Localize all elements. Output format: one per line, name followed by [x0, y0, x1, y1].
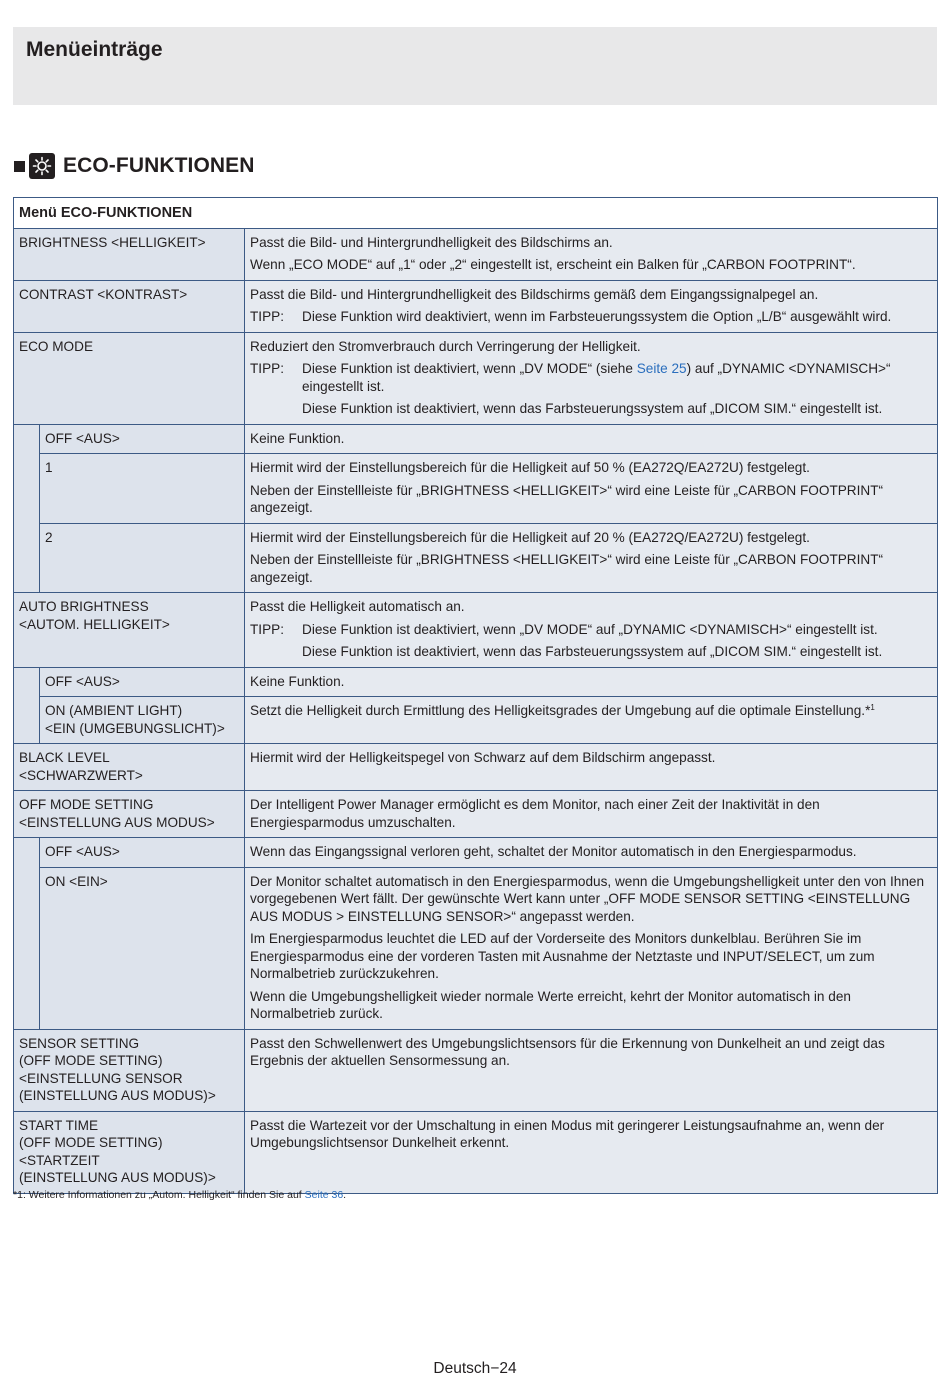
table-title: Menü ECO-FUNKTIONEN [14, 198, 938, 229]
footnote-text: : Weitere Informationen zu „Autom. Helligkeit“ finden Sie auf [22, 1189, 305, 1201]
desc-text: Passt die Bild- und Hintergrundhelligkeit des Bildschirms an. [250, 234, 613, 250]
table-header-row [14, 198, 938, 229]
table-row-auto-brightness-off [14, 667, 938, 697]
desc-text: Passt die Bild- und Hintergrundhelligkeit des Bildschirms gemäß dem Eingangssignalpegel an. [250, 286, 819, 302]
tip-text-part: Diese Funktion ist deaktiviert, wenn „DV MODE“ (siehe [302, 361, 637, 376]
desc-text: Hiermit wird der Einstellungsbereich für die Helligkeit auf 50 % (EA272Q/EA272U) festgelegt. [250, 460, 810, 475]
item-name-auto-off: OFF <AUS> [40, 667, 245, 697]
desc-text: Im Energiesparmodus leuchtet die LED auf der Vorderseite des Monitors dunkelblau. Berühren Sie im Energiesparmodus eine der vorderen Tasten mit Ausnahme der Netztaste und INPUT/SELECT, um zum Normalbetrieb zurückzukehren. [250, 931, 875, 981]
desc-text: Der Monitor schaltet automatisch in den Energiesparmodus, wenn die Umgebungshelligkeit unter den von Ihnen vorgegebenen Wert fällt. Der gewünschte Wert kann unter „OFF MODE SENSOR SETTING <EINSTELLUNG AUS MODUS > EINSTELLUNG SENSOR>“ angepasst werden. [250, 873, 925, 924]
tip-label: TIPP: [250, 309, 284, 324]
indent-spacer [14, 838, 40, 1030]
name-line: ON (AMBIENT LIGHT) [45, 703, 183, 718]
eco-menu-table [13, 197, 938, 1194]
desc-text: Wenn „ECO MODE“ auf „1“ oder „2“ eingestellt ist, erscheint ein Balken für „CARBON FOOTPRINT“. [250, 257, 856, 272]
item-desc-sensor-setting: Passt den Schwellenwert des Umgebungslichtsensors für die Erkennung von Dunkelheit an und zeigt das Ergebnis der aktuellen Sensormessung an. [245, 1029, 938, 1111]
page-link[interactable]: Seite 25 [636, 361, 687, 376]
tip-text: Diese Funktion ist deaktiviert, wenn „DV MODE“ auf „DYNAMIC <DYNAMISCH>“ eingestellt ist. [302, 621, 878, 637]
item-name-contrast: CONTRAST <KONTRAST> [14, 280, 245, 332]
desc-text: Hiermit wird der Einstellungsbereich für die Helligkeit auf 20 % (EA272Q/EA272U) festgelegt. [250, 529, 810, 545]
table-row-black-level [14, 744, 938, 791]
table-row-auto-brightness-on [14, 697, 938, 744]
table-row-brightness [14, 228, 938, 280]
tip-text: Diese Funktion ist deaktiviert, wenn das Farbsteuerungssystem auf „DICOM SIM.“ eingestellt ist. [302, 644, 883, 659]
item-name-auto-brightness [14, 593, 245, 668]
item-desc-auto-on [245, 697, 938, 744]
table-row-auto-brightness [14, 593, 938, 668]
item-name-start-time [14, 1111, 245, 1193]
item-desc-off-mode-off: Wenn das Eingangssignal verloren geht, schaltet der Monitor automatisch in den Energiesparmodus. [245, 838, 938, 868]
item-name-off-mode-on: ON <EIN> [40, 867, 245, 1029]
item-desc-auto-brightness [245, 593, 938, 668]
name-line: (OFF MODE SETTING) [19, 1053, 163, 1068]
item-desc-eco-off: Keine Funktion. [245, 424, 938, 454]
name-line: START TIME [19, 1117, 99, 1133]
name-line: (OFF MODE SETTING) [19, 1135, 163, 1150]
tip-text-part: ) auf „DYNAMIC <DYNAMISCH>“ eingestellt ist. [302, 361, 891, 394]
item-desc-eco-mode [245, 332, 938, 424]
footnote-mark: *1 [13, 1189, 23, 1201]
item-name-black-level [14, 744, 245, 791]
item-name-brightness: BRIGHTNESS <HELLIGKEIT> [14, 228, 245, 280]
tip-text: Diese Funktion wird deaktiviert, wenn im Farbsteuerungssystem die Option „L/B“ ausgewählt wird. [302, 309, 892, 324]
name-line: BLACK LEVEL [19, 750, 110, 765]
page-number: Deutsch−24 [433, 1360, 517, 1377]
tip-label: TIPP: [250, 621, 284, 637]
page-title: Menüeinträge [26, 38, 163, 61]
item-desc-black-level: Hiermit wird der Helligkeitspegel von Schwarz auf dem Bildschirm angepasst. [245, 744, 938, 791]
table-row-off-mode-on [14, 867, 938, 1029]
item-name-eco-off: OFF <AUS> [40, 424, 245, 454]
item-name-sensor-setting [14, 1029, 245, 1111]
square-bullet-icon [14, 161, 25, 172]
table-row-eco-mode [14, 332, 938, 424]
table-row-off-mode-off [14, 838, 938, 868]
item-desc-eco-2 [245, 523, 938, 593]
tip-block [250, 621, 932, 661]
name-line: (EINSTELLUNG AUS MODUS)> [19, 1170, 216, 1185]
item-name-auto-on [40, 697, 245, 744]
footnote-mark: 1 [870, 703, 875, 712]
table-row-start-time [14, 1111, 938, 1193]
desc-text: Neben der Einstellleiste für „BRIGHTNESS <HELLIGKEIT>“ wird eine Leiste für „CARBON FOOTPRINT“ angezeigt. [250, 552, 884, 585]
item-desc-auto-off: Keine Funktion. [245, 667, 938, 697]
item-desc-off-mode: Der Intelligent Power Manager ermöglicht es dem Monitor, nach einer Zeit der Inaktivität in den Energiesparmodus umzuschalten. [245, 791, 938, 838]
table-row-off-mode [14, 791, 938, 838]
table-row-eco-mode-2 [14, 523, 938, 593]
item-desc-off-mode-on [245, 867, 938, 1029]
tip-text [302, 360, 932, 395]
page-link[interactable]: Seite 36 [304, 1189, 344, 1201]
name-line: <SCHWARZWERT> [19, 767, 143, 783]
item-desc-eco-1 [245, 454, 938, 524]
item-name-eco-1: 1 [40, 454, 245, 524]
desc-text: Passt die Helligkeit automatisch an. [250, 599, 465, 614]
indent-spacer [14, 667, 40, 744]
table-row-contrast [14, 280, 938, 332]
name-line: <EINSTELLUNG SENSOR [19, 1070, 183, 1086]
item-name-off-mode-off: OFF <AUS> [40, 838, 245, 868]
name-line: <EINSTELLUNG AUS MODUS> [19, 814, 215, 830]
section-title: ECO-FUNKTIONEN [63, 154, 255, 177]
name-line: OFF MODE SETTING [19, 797, 154, 812]
tip-block [250, 308, 932, 326]
section-heading [14, 150, 255, 182]
desc-text: Wenn die Umgebungshelligkeit wieder normale Werte erreicht, kehrt der Monitor automatisch in den Normalbetrieb zurück. [250, 988, 851, 1021]
indent-spacer [14, 424, 40, 593]
tip-label: TIPP: [250, 361, 284, 376]
name-line: (EINSTELLUNG AUS MODUS)> [19, 1088, 216, 1103]
desc-text: Reduziert den Stromverbrauch durch Verringerung der Helligkeit. [250, 338, 641, 354]
name-line: AUTO BRIGHTNESS [19, 599, 149, 614]
table-row-sensor-setting [14, 1029, 938, 1111]
tip-text: Diese Funktion ist deaktiviert, wenn das Farbsteuerungssystem auf „DICOM SIM.“ eingestellt ist. [302, 401, 883, 416]
item-desc-contrast [245, 280, 938, 332]
eco-sun-icon [29, 153, 55, 179]
footnote [13, 1189, 346, 1201]
name-line: <AUTOM. HELLIGKEIT> [19, 616, 170, 632]
name-line: <EIN (UMGEBUNGSLICHT)> [45, 720, 225, 736]
tip-block [250, 360, 932, 418]
desc-text: Setzt die Helligkeit durch Ermittlung des Helligkeitsgrades der Umgebung auf die optimale Einstellung.* [250, 703, 871, 718]
item-name-eco-2: 2 [40, 523, 245, 593]
item-desc-brightness [245, 228, 938, 280]
item-name-off-mode [14, 791, 245, 838]
desc-text: Neben der Einstellleiste für „BRIGHTNESS <HELLIGKEIT>“ wird eine Leiste für „CARBON FOOTPRINT“ angezeigt. [250, 482, 884, 515]
table-row-eco-mode-1 [14, 454, 938, 524]
footnote-end: . [343, 1189, 347, 1201]
item-name-eco-mode: ECO MODE [14, 332, 245, 424]
table-row-eco-mode-off [14, 424, 938, 454]
item-desc-start-time: Passt die Wartezeit vor der Umschaltung in einen Modus mit geringerer Leistungsaufnahme an, wenn der Umgebungslichtsensor Dunkelheit erkennt. [245, 1111, 938, 1193]
name-line: SENSOR SETTING [19, 1035, 140, 1051]
name-line: <STARTZEIT [19, 1152, 100, 1168]
